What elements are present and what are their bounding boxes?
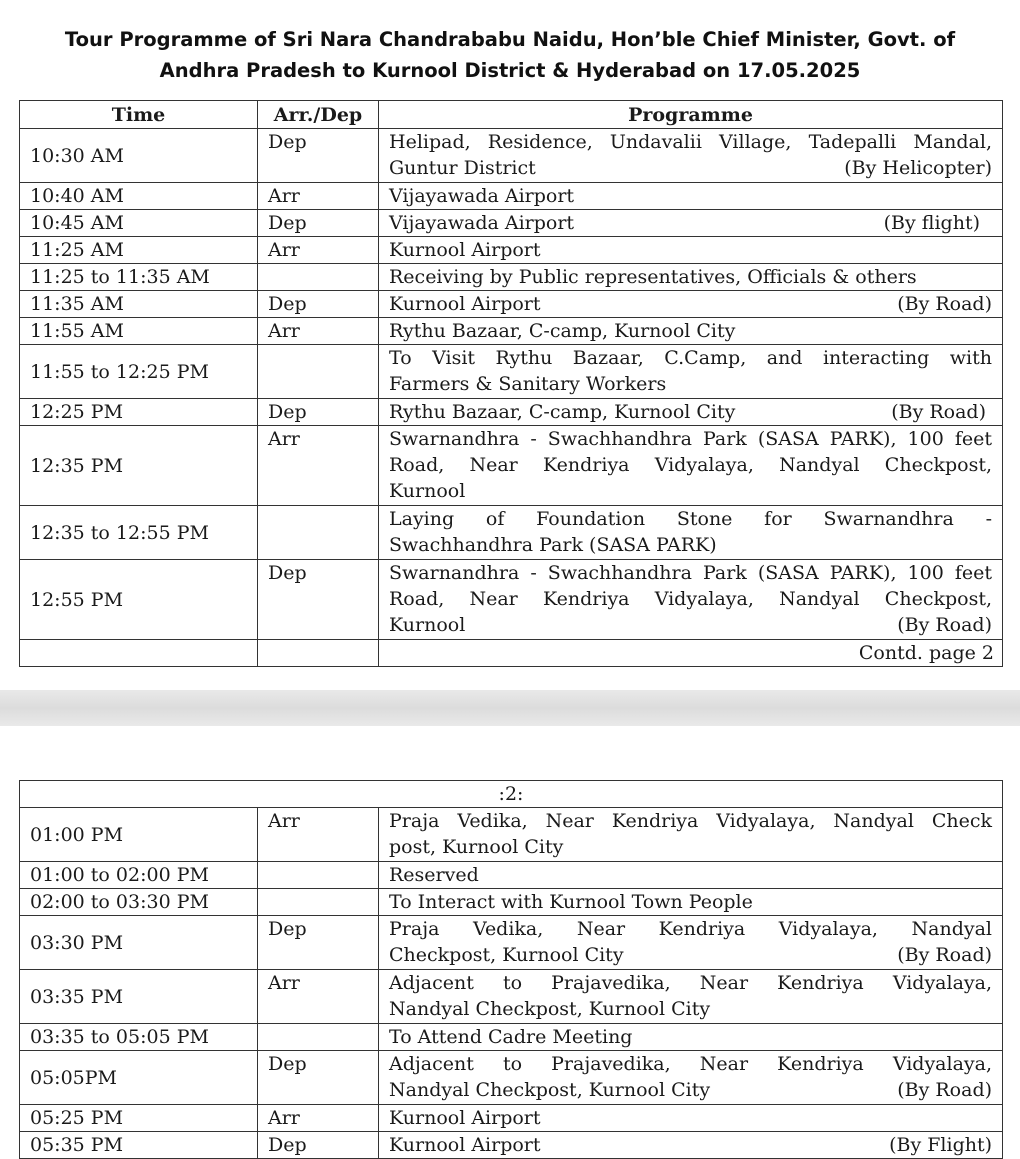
row-programme bbox=[379, 916, 1003, 970]
travel-mode: (By Flight) bbox=[889, 1134, 993, 1156]
programme-line: post, Kurnool City bbox=[389, 836, 564, 858]
row-arr-dep: Dep bbox=[258, 210, 379, 237]
programme-line: Kurnool Airport bbox=[389, 239, 541, 261]
programme-line: Road, Near Kendriya Vidyalaya, Nandyal Checkpost, bbox=[389, 454, 992, 476]
row-time: 03:30 PM bbox=[20, 916, 258, 970]
row-programme bbox=[379, 399, 1003, 426]
row-time: 10:30 AM bbox=[20, 129, 258, 183]
programme-line: Nandyal Checkpost, Kurnool City bbox=[389, 998, 711, 1020]
travel-mode: (By Road) bbox=[897, 614, 992, 636]
page2-header-row bbox=[20, 781, 1003, 808]
row-time: 10:45 AM bbox=[20, 210, 258, 237]
programme-line: Swarnandhra - Swachhandhra Park (SASA PARK), 100 feet bbox=[389, 562, 992, 584]
row-time: 12:35 PM bbox=[20, 426, 258, 506]
programme-line: Praja Vedika, Near Kendriya Vidyalaya, Nandyal Check bbox=[389, 810, 993, 832]
row-programme bbox=[379, 862, 1003, 889]
programme-line: Swachhandhra Park (SASA PARK) bbox=[389, 534, 717, 556]
programme-line: Checkpost, Kurnool City (By Road) bbox=[389, 944, 993, 966]
programme-line: Swarnandhra - Swachhandhra Park (SASA PARK), 100 feet bbox=[389, 428, 992, 450]
row-programme bbox=[379, 291, 1003, 318]
row-programme bbox=[379, 506, 1003, 560]
schedule-row bbox=[20, 345, 1003, 399]
travel-mode: (By Helicopter) bbox=[844, 157, 992, 179]
row-programme bbox=[379, 129, 1003, 183]
row-programme bbox=[379, 210, 1003, 237]
schedule-row bbox=[20, 210, 1003, 237]
row-time: 11:25 AM bbox=[20, 237, 258, 264]
programme-line: Helipad, Residence, Undavalii Village, Tadepalli Mandal, bbox=[389, 131, 992, 153]
row-time: 12:55 PM bbox=[20, 560, 258, 640]
row-arr-dep: Dep bbox=[258, 916, 379, 970]
programme-line: Road, Near Kendriya Vidyalaya, Nandyal Checkpost, bbox=[389, 588, 992, 610]
row-time: 02:00 to 03:30 PM bbox=[20, 889, 258, 916]
programme-line: Kurnool bbox=[389, 480, 466, 502]
row-time: 10:40 AM bbox=[20, 183, 258, 210]
schedule-row bbox=[20, 318, 1003, 345]
programme-line: Reserved bbox=[389, 864, 479, 886]
row-arr-dep: Arr bbox=[258, 183, 379, 210]
row-arr-dep bbox=[258, 264, 379, 291]
schedule-row bbox=[20, 1051, 1003, 1105]
programme-line: Kurnool (By Road) bbox=[389, 614, 992, 636]
row-arr-dep bbox=[258, 1024, 379, 1051]
schedule-row bbox=[20, 1132, 1003, 1159]
schedule-row bbox=[20, 291, 1003, 318]
row-arr-dep bbox=[258, 889, 379, 916]
row-arr-dep: Dep bbox=[258, 1132, 379, 1159]
programme-line: Adjacent to Prajavedika, Near Kendriya Vidyalaya, bbox=[389, 1053, 993, 1075]
travel-mode: (By Road) bbox=[897, 293, 992, 315]
schedule-row bbox=[20, 889, 1003, 916]
travel-mode: (By flight) bbox=[883, 212, 980, 234]
header-arr-dep: Arr./Dep bbox=[258, 101, 379, 129]
programme-line: Farmers & Sanitary Workers bbox=[389, 373, 667, 395]
row-programme bbox=[379, 889, 1003, 916]
row-arr-dep bbox=[258, 345, 379, 399]
row-programme bbox=[379, 808, 1003, 862]
programme-line: Nandyal Checkpost, Kurnool City (By Road) bbox=[389, 1079, 993, 1101]
programme-line: Receiving by Public representatives, Officials & others bbox=[389, 266, 917, 288]
programme-line: Guntur District (By Helicopter) bbox=[389, 157, 992, 179]
schedule-row bbox=[20, 426, 1003, 506]
row-time: 05:25 PM bbox=[20, 1105, 258, 1132]
row-programme bbox=[379, 426, 1003, 506]
row-programme bbox=[379, 970, 1003, 1024]
row-arr-dep: Arr bbox=[258, 970, 379, 1024]
schedule-row bbox=[20, 506, 1003, 560]
row-time: 11:55 AM bbox=[20, 318, 258, 345]
programme-line: Laying of Foundation Stone for Swarnandhra - bbox=[389, 508, 992, 530]
programme-line: Vijayawada Airport bbox=[389, 185, 575, 207]
schedule-row bbox=[20, 808, 1003, 862]
row-arr-dep: Arr bbox=[258, 808, 379, 862]
title-line-2: Andhra Pradesh to Kurnool District & Hyderabad on 17.05.2025 bbox=[159, 59, 861, 82]
row-time: 11:35 AM bbox=[20, 291, 258, 318]
schedule-row bbox=[20, 399, 1003, 426]
schedule-row bbox=[20, 129, 1003, 183]
travel-mode: (By Road) bbox=[891, 401, 986, 423]
row-programme bbox=[379, 1132, 1003, 1159]
programme-line: Praja Vedika, Near Kendriya Vidyalaya, Nandyal bbox=[389, 918, 993, 940]
row-arr-dep: Arr bbox=[258, 426, 379, 506]
row-arr-dep: Dep bbox=[258, 129, 379, 183]
programme-line: Kurnool Airport (By Flight) bbox=[389, 1134, 993, 1156]
programme-line: Kurnool Airport (By Road) bbox=[389, 293, 992, 315]
schedule-table-page2 bbox=[19, 780, 1003, 1159]
title-line-1: Tour Programme of Sri Nara Chandrababu Naidu, Hon’ble Chief Minister, Govt. of bbox=[64, 28, 956, 51]
row-programme bbox=[379, 237, 1003, 264]
row-time: 01:00 PM bbox=[20, 808, 258, 862]
row-programme bbox=[379, 1051, 1003, 1105]
row-programme bbox=[379, 345, 1003, 399]
continued-row bbox=[20, 640, 1003, 667]
row-time: 05:05PM bbox=[20, 1051, 258, 1105]
document-title bbox=[0, 24, 1020, 86]
row-programme bbox=[379, 264, 1003, 291]
travel-mode: (By Road) bbox=[897, 944, 993, 966]
schedule-row bbox=[20, 264, 1003, 291]
programme-line: Kurnool Airport bbox=[389, 1107, 541, 1129]
schedule-row bbox=[20, 1024, 1003, 1051]
row-time: 12:25 PM bbox=[20, 399, 258, 426]
programme-line: Rythu Bazaar, C-camp, Kurnool City (By Road) bbox=[389, 401, 986, 423]
row-time: 11:25 to 11:35 AM bbox=[20, 264, 258, 291]
row-arr-dep: Dep bbox=[258, 399, 379, 426]
row-arr-dep: Dep bbox=[258, 1051, 379, 1105]
schedule-row bbox=[20, 862, 1003, 889]
row-programme bbox=[379, 318, 1003, 345]
row-arr-dep bbox=[258, 862, 379, 889]
programme-line: Rythu Bazaar, C-camp, Kurnool City bbox=[389, 320, 736, 342]
row-time: 03:35 PM bbox=[20, 970, 258, 1024]
row-arr-dep: Dep bbox=[258, 291, 379, 318]
continued-note: Contd. page 2 bbox=[379, 640, 1003, 667]
page-separator bbox=[0, 690, 1020, 726]
programme-line: To Visit Rythu Bazaar, C.Camp, and interacting with bbox=[389, 347, 992, 369]
travel-mode: (By Road) bbox=[897, 1079, 993, 1101]
row-time: 12:35 to 12:55 PM bbox=[20, 506, 258, 560]
row-time: 03:35 to 05:05 PM bbox=[20, 1024, 258, 1051]
row-time: 11:55 to 12:25 PM bbox=[20, 345, 258, 399]
row-programme bbox=[379, 1024, 1003, 1051]
row-arr-dep: Arr bbox=[258, 237, 379, 264]
schedule-row bbox=[20, 183, 1003, 210]
schedule-row bbox=[20, 237, 1003, 264]
schedule-row bbox=[20, 560, 1003, 640]
row-arr-dep: Arr bbox=[258, 1105, 379, 1132]
row-programme bbox=[379, 1105, 1003, 1132]
programme-line: To Interact with Kurnool Town People bbox=[389, 891, 753, 913]
schedule-row bbox=[20, 916, 1003, 970]
programme-line: Adjacent to Prajavedika, Near Kendriya Vidyalaya, bbox=[389, 972, 993, 994]
row-time: 01:00 to 02:00 PM bbox=[20, 862, 258, 889]
header-row bbox=[20, 101, 1003, 129]
row-arr-dep: Arr bbox=[258, 318, 379, 345]
header-time: Time bbox=[20, 101, 258, 129]
programme-line: Vijayawada Airport (By flight) bbox=[389, 212, 980, 234]
schedule-row bbox=[20, 1105, 1003, 1132]
schedule-row bbox=[20, 970, 1003, 1024]
schedule-table-page1 bbox=[19, 100, 1003, 667]
row-time: 05:35 PM bbox=[20, 1132, 258, 1159]
row-programme bbox=[379, 560, 1003, 640]
row-arr-dep: Dep bbox=[258, 560, 379, 640]
header-programme: Programme bbox=[379, 101, 1003, 129]
programme-line: To Attend Cadre Meeting bbox=[389, 1026, 633, 1048]
page-number-label: :2: bbox=[20, 781, 1003, 808]
row-programme bbox=[379, 183, 1003, 210]
row-arr-dep bbox=[258, 506, 379, 560]
